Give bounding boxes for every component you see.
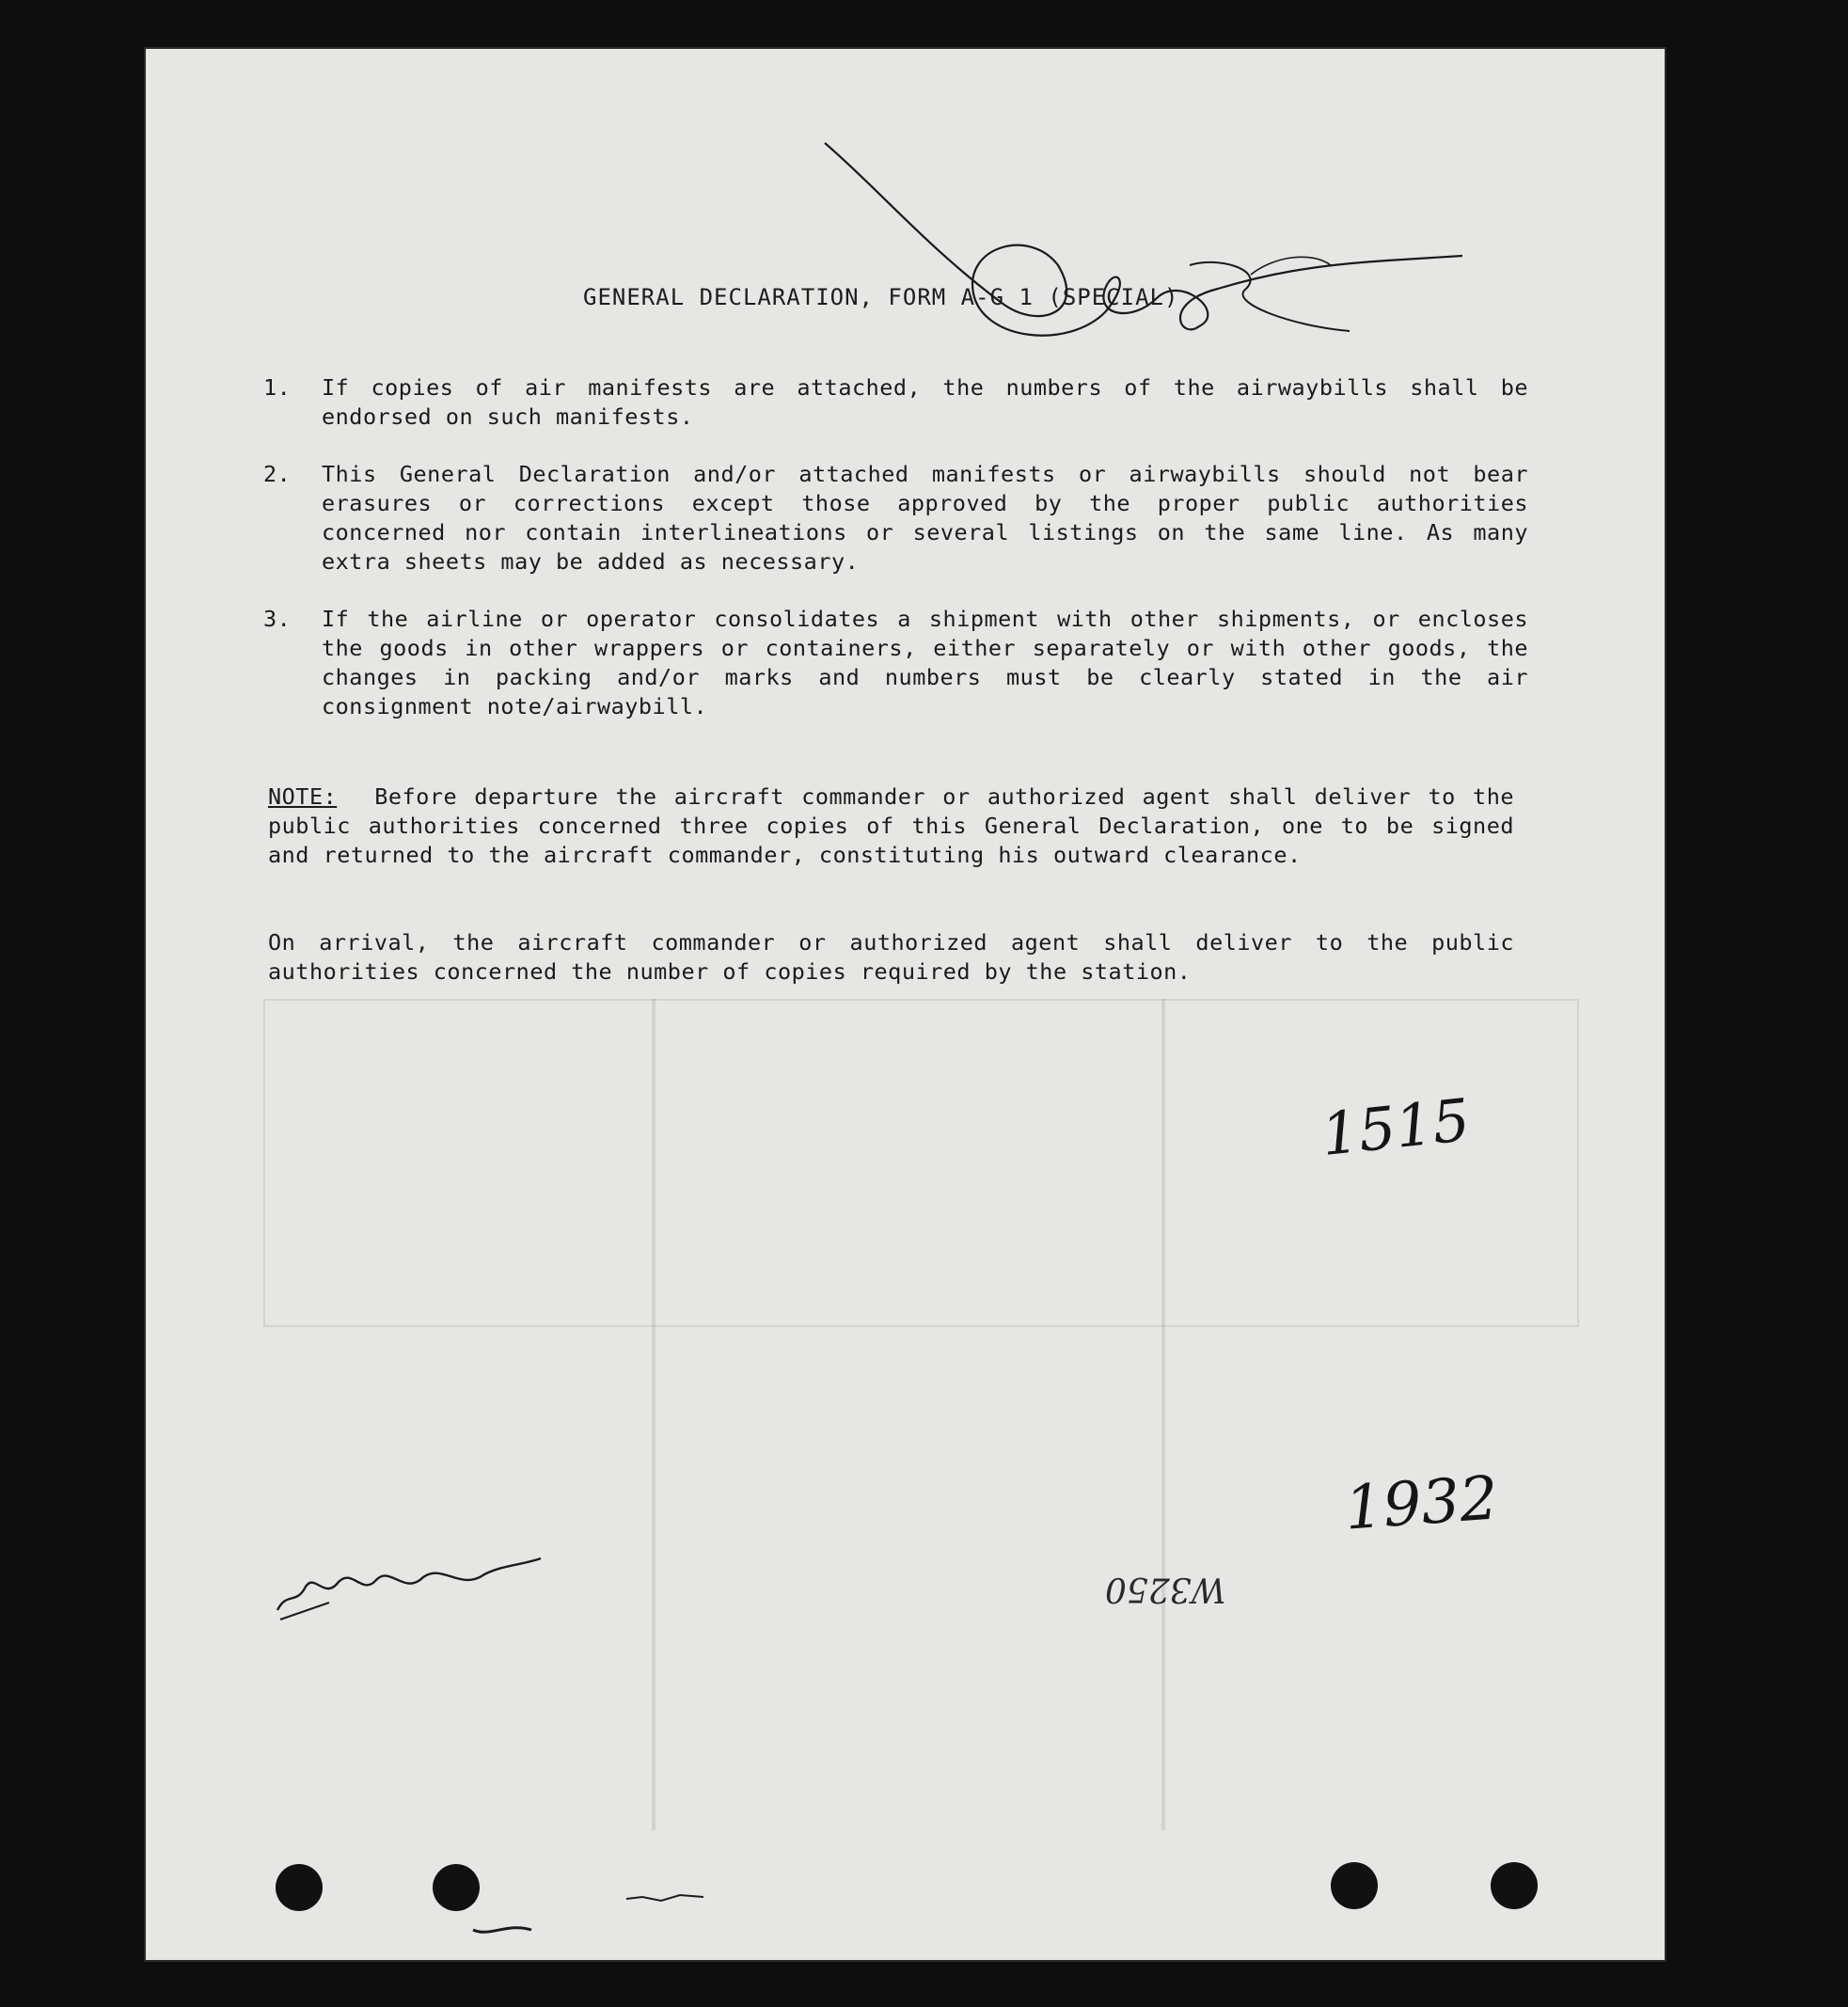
punch-hole bbox=[433, 1864, 480, 1911]
item-text: This General Declaration and/or attached manifests or airwaybills should not bear erasures or corrections except those approved by the proper public authorities concerned nor contain interlineations or several listings on the same line. As many extra sheets may be added as necessary. bbox=[322, 461, 1528, 575]
note-text: Before departure the aircraft commander or authorized agent shall deliver to the public authorities concerned three copies of this General Declaration, one to be signed and returned to the aircraft commander, constituting his outward clearance. bbox=[268, 783, 1514, 868]
departure-note bbox=[268, 782, 1514, 870]
handwritten-number-1932: 1932 bbox=[1342, 1463, 1501, 1544]
document-page bbox=[146, 49, 1665, 1960]
bleed-through-divider bbox=[652, 999, 655, 1830]
item-number: 1. bbox=[263, 374, 292, 401]
bleed-through-divider bbox=[1161, 999, 1165, 1830]
bottom-mark-left bbox=[470, 1920, 536, 1939]
bottom-mark-center bbox=[624, 1888, 708, 1906]
form-title: GENERAL DECLARATION, FORM A-G 1 (SPECIAL) bbox=[583, 284, 1179, 310]
handwritten-scribble bbox=[273, 1554, 545, 1624]
instruction-item-3 bbox=[263, 605, 1528, 721]
punch-hole bbox=[1491, 1862, 1538, 1909]
item-text: If the airline or operator consolidates a shipment with other shipments, or encloses the goods in other wrappers or containers, either separately or with other goods, the changes in packing and/or marks and numbers must be clearly stated in the air consignment note/airwaybill. bbox=[322, 606, 1528, 719]
item-number: 2. bbox=[263, 461, 292, 487]
item-text: If copies of air manifests are attached, the numbers of the airwaybills shall be endorsed on such manifests. bbox=[322, 374, 1528, 430]
instruction-item-1 bbox=[263, 373, 1528, 432]
item-number: 3. bbox=[263, 606, 292, 632]
handwritten-number-1515: 1515 bbox=[1318, 1084, 1474, 1170]
note-label: NOTE: bbox=[268, 783, 338, 810]
handwritten-mark-center: W3250 bbox=[1105, 1570, 1226, 1608]
punch-hole bbox=[1331, 1862, 1378, 1909]
arrival-note: On arrival, the aircraft commander or authorized agent shall deliver to the public authorities concerned the number of copies required by the station. bbox=[268, 929, 1514, 985]
instruction-item-2 bbox=[263, 460, 1528, 577]
signature-scrawl bbox=[823, 124, 1481, 369]
punch-hole bbox=[276, 1864, 323, 1911]
